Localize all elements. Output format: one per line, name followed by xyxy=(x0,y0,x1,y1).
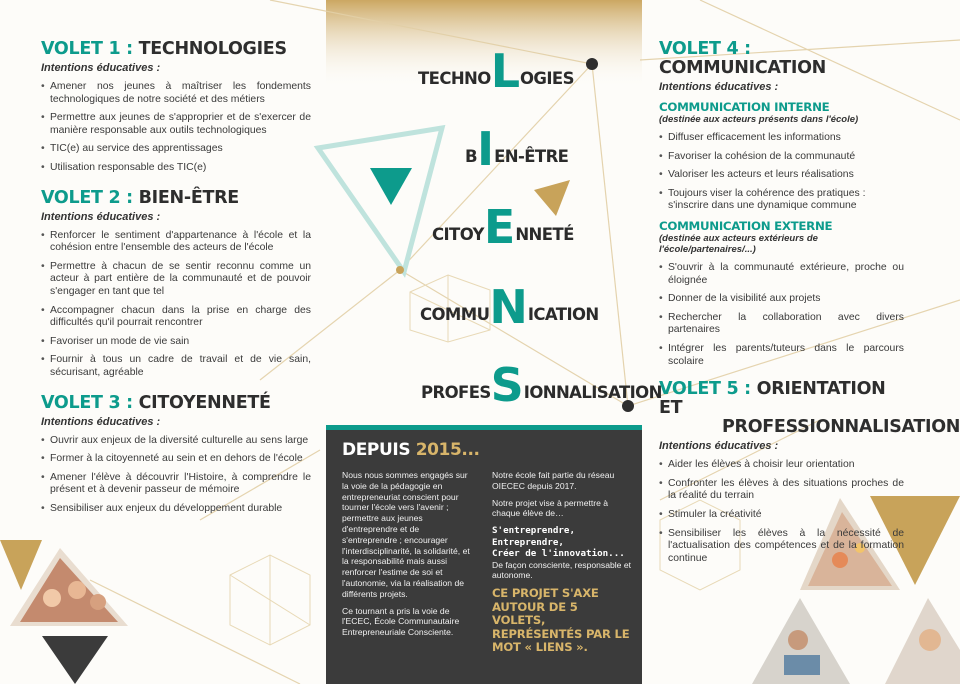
depuis-left-text xyxy=(342,470,470,644)
depuis-highlight: CE PROJET S'AXE AUTOUR DE 5 VOLETS, REPRÉSENTÉS PAR LE MOT « LIENS ». xyxy=(492,586,630,654)
volet-1-intent: Intentions éducatives : xyxy=(41,62,161,74)
list-item: • Amener l'élève à découvrir l'Histoire, à comprendre le présent et à devenir passeur de mémoire xyxy=(41,472,311,497)
liens-word-technologies: TECHNOLOGIES xyxy=(418,44,574,98)
list-item: • Permettre aux jeunes de s'approprier et de s'exercer de manière responsable aux outils technologiques xyxy=(41,112,311,137)
list-item: • Ouvrir aux enjeux de la diversité culturelle au sens large xyxy=(41,435,311,448)
communication-externe-note: (destinée aux acteurs extérieurs de l'école/partenaires/...) xyxy=(659,232,818,255)
communication-interne-list xyxy=(659,132,904,213)
list-item: • Favoriser la cohésion de la communauté xyxy=(659,151,904,164)
node-dot xyxy=(586,58,598,70)
list-item: • Fournir à tous un cadre de travail et de vie sain, sécurisant, agréable xyxy=(41,354,311,379)
list-item: • Stimuler la créativité xyxy=(659,509,904,522)
liens-word-citoyennete: CITOYENNETÉ xyxy=(432,200,574,254)
liens-word-bien-etre: BIEN-ÊTRE xyxy=(465,122,569,176)
right-column xyxy=(659,39,960,571)
list-item: • Former à la citoyenneté au sein et en dehors de l'école xyxy=(41,453,311,466)
list-item: • Diffuser efficacement les informations xyxy=(659,132,904,145)
volet-4-title: VOLET 4 : COMMUNICATION xyxy=(659,39,827,78)
depuis-panel xyxy=(326,430,642,684)
depuis-paragraph: Ce tournant a pris la voie de l'ECEC, École Communautaire Entrepreneuriale Consciente. xyxy=(342,605,460,638)
list-item: • Permettre à chacun de se sentir reconnu comme un acteur à part entière de la communauté et de pouvoir s'engager en tant que tel xyxy=(41,261,311,299)
triangle-teal xyxy=(370,168,412,205)
volet-1 xyxy=(41,40,311,175)
depuis-bold-line: Créer de l'innovation... xyxy=(492,548,625,560)
liens-word-communication: COMMUNICATION xyxy=(420,280,599,334)
communication-externe-list xyxy=(659,262,904,368)
volet-4 xyxy=(659,40,904,368)
list-item: • Favoriser un mode de vie sain xyxy=(41,336,311,349)
depuis-right-text xyxy=(492,470,632,660)
list-item: • Sensibiliser aux enjeux du développement durable xyxy=(41,503,311,516)
communication-interne-note: (destinée aux acteurs présents dans l'école) xyxy=(659,114,859,125)
triangle-dark-left xyxy=(42,636,108,684)
list-item: • Accompagner chacun dans la prise en charge des difficultés qu'il pourrait rencontrer xyxy=(41,305,311,330)
list-item: • Confronter les élèves à des situations proches de la réalité du terrain xyxy=(659,478,904,503)
depuis-paragraph: De façon consciente, responsable et autonome. xyxy=(492,559,632,581)
volet-3-intent: Intentions éducatives : xyxy=(41,415,161,428)
volet-4-intent: Intentions éducatives : xyxy=(659,81,779,93)
list-item: • Toujours viser la cohérence des pratiques : s'inscrire dans une dynamique commune xyxy=(659,188,904,213)
volet-5-intent: Intentions éducatives : xyxy=(659,440,779,453)
volet-3 xyxy=(41,394,311,516)
communication-externe-title: COMMUNICATION EXTERNE xyxy=(659,218,833,233)
volet-3-title: VOLET 3 : CITOYENNETÉ xyxy=(41,392,271,413)
volet-2-intent: Intentions éducatives : xyxy=(41,210,161,223)
depuis-bold-line: S'entreprendre, xyxy=(492,525,575,537)
node-dot xyxy=(396,266,404,274)
triangle-gold-left xyxy=(0,540,42,590)
volet-1-list xyxy=(41,81,311,175)
depuis-title: DEPUIS 2015... xyxy=(342,440,480,460)
volet-1-title: VOLET 1 : TECHNOLOGIES xyxy=(41,39,287,59)
list-item: • Donner de la visibilité aux projets xyxy=(659,293,904,306)
volet-5-title: VOLET 5 : ORIENTATION ET PROFESSIONNALISATION xyxy=(659,379,960,438)
list-item: • Utilisation responsable des TIC(e) xyxy=(41,162,311,175)
list-item: • S'ouvrir à la communauté extérieure, proche ou éloignée xyxy=(659,262,904,287)
list-item: • Renforcer le sentiment d'appartenance à l'école et la cohésion entre l'ensemble des acteurs de l'école xyxy=(41,230,311,255)
volet-2 xyxy=(41,189,311,380)
list-item: • TIC(e) au service des apprentissages xyxy=(41,143,311,156)
volet-3-list xyxy=(41,435,311,516)
depuis-paragraph: Notre projet vise à permettre à chaque élève de… xyxy=(492,497,609,519)
list-item: • Aider les élèves à choisir leur orientation xyxy=(659,459,904,472)
list-item: • Sensibiliser les élèves à la nécessité de l'actualisation des compétences et de la formation continue xyxy=(659,528,904,566)
liens-word-professionnalisation: PROFESSIONNALISATION xyxy=(421,358,662,412)
list-item: • Valoriser les acteurs et leurs réalisations xyxy=(659,169,904,182)
list-item: • Rechercher la collaboration avec divers partenaires xyxy=(659,312,904,337)
depuis-paragraph: Notre école fait partie du réseau OIECEC depuis 2017. xyxy=(492,470,615,491)
communication-interne-title: COMMUNICATION INTERNE xyxy=(659,100,830,114)
list-item: • Amener nos jeunes à maîtriser les fondements technologiques de notre société et des métiers xyxy=(41,81,311,106)
list-item: • Intégrer les parents/tuteurs dans le parcours scolaire xyxy=(659,343,904,368)
left-column xyxy=(41,40,311,521)
volet-5-list xyxy=(659,459,904,565)
volet-5 xyxy=(659,379,960,565)
depuis-paragraph: Nous nous sommes engagés sur la voie de la pédagogie en entrepreneuriat conscient pour tourner l'école vers l'avenir ; permettre aux jeunes d'entreprendre et de s'entreprendre ; encourager l'interdisciplinarité, la solidarité, et la responsabilité mais aussi renforcer l'estime de soi et l'autonomie, via la réalisation de différents projets. xyxy=(342,470,470,599)
depuis-bold-line: Entreprendre, xyxy=(492,536,564,548)
triangle-outline-teal xyxy=(318,128,442,272)
volet-2-title: VOLET 2 : BIEN-ÊTRE xyxy=(41,187,239,208)
volet-2-list xyxy=(41,230,311,380)
